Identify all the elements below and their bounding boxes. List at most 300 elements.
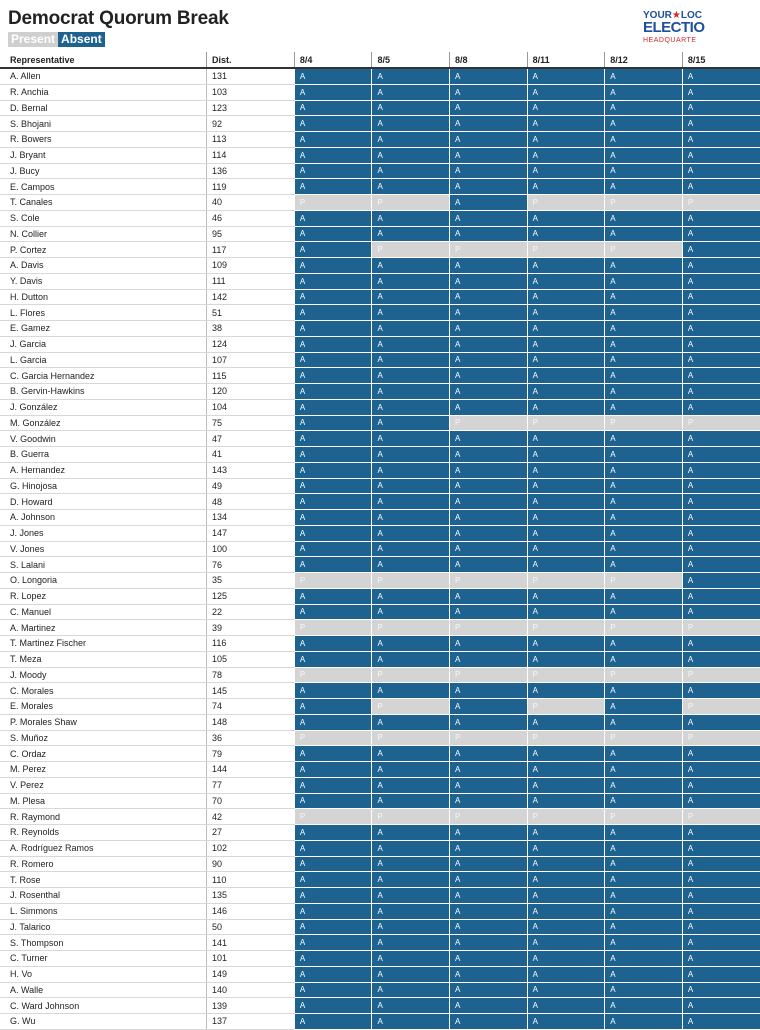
district-number: 141 [206,935,294,951]
absent-cell: A [605,699,683,715]
table-row [0,998,760,1014]
present-cell: P [450,809,528,825]
table-row [0,651,760,667]
table-row [0,557,760,573]
absent-cell: A [605,777,683,793]
present-cell: P [372,667,450,683]
logo-line-2: ELECTIO [643,19,705,36]
present-cell: P [605,242,683,258]
representative-name: L. Flores [0,305,206,321]
district-number: 149 [206,966,294,982]
absent-cell: A [682,888,760,904]
district-number: 142 [206,289,294,305]
absent-cell: A [294,210,372,226]
absent-cell: A [294,478,372,494]
table-row [0,462,760,478]
absent-cell: A [450,604,528,620]
representative-name: C. Morales [0,683,206,699]
representative-name: R. Raymond [0,809,206,825]
present-cell: P [294,730,372,746]
absent-cell: A [527,714,605,730]
absent-cell: A [372,888,450,904]
present-cell: P [605,573,683,589]
absent-cell: A [527,226,605,242]
absent-cell: A [294,951,372,967]
table-row [0,163,760,179]
absent-cell: A [372,321,450,337]
district-number: 113 [206,132,294,148]
table-row [0,888,760,904]
absent-cell: A [605,793,683,809]
star-icon: ★ [671,10,681,21]
absent-cell: A [450,636,528,652]
representative-name: T. Meza [0,651,206,667]
absent-cell: A [450,872,528,888]
absent-cell: A [450,777,528,793]
absent-cell: A [682,683,760,699]
absent-cell: A [527,179,605,195]
absent-cell: A [527,210,605,226]
absent-cell: A [294,982,372,998]
absent-cell: A [450,147,528,163]
absent-cell: A [372,998,450,1014]
absent-cell: A [527,966,605,982]
absent-cell: A [682,903,760,919]
absent-cell: A [527,510,605,526]
absent-cell: A [372,541,450,557]
district-number: 77 [206,777,294,793]
table-row [0,588,760,604]
absent-cell: A [450,966,528,982]
absent-cell: A [527,100,605,116]
district-number: 101 [206,951,294,967]
absent-cell: A [294,384,372,400]
present-cell: P [294,620,372,636]
absent-cell: A [450,982,528,998]
absent-cell: A [294,132,372,148]
absent-cell: A [294,746,372,762]
election-headquarters-logo [643,10,713,46]
absent-cell: A [450,888,528,904]
present-cell: P [294,573,372,589]
table-row [0,604,760,620]
representative-name: A. Allen [0,68,206,84]
absent-cell: A [294,399,372,415]
representative-name: J. Jones [0,525,206,541]
district-number: 117 [206,242,294,258]
table-row [0,352,760,368]
representative-name: C. Garcia Hernandez [0,368,206,384]
absent-cell: A [605,636,683,652]
absent-cell: A [527,982,605,998]
district-number: 100 [206,541,294,557]
table-row [0,478,760,494]
absent-cell: A [682,305,760,321]
absent-cell: A [682,258,760,274]
district-number: 78 [206,667,294,683]
absent-cell: A [682,321,760,337]
absent-cell: A [294,226,372,242]
absent-cell: A [372,825,450,841]
representative-name: O. Longoria [0,573,206,589]
absent-cell: A [450,683,528,699]
absent-cell: A [527,793,605,809]
absent-cell: A [605,478,683,494]
absent-cell: A [450,919,528,935]
present-cell: P [682,699,760,715]
absent-cell: A [450,998,528,1014]
absent-cell: A [605,384,683,400]
representative-name: M. González [0,415,206,431]
district-number: 49 [206,478,294,494]
absent-cell: A [682,84,760,100]
absent-cell: A [450,336,528,352]
absent-cell: A [372,1014,450,1030]
representative-name: E. Gamez [0,321,206,337]
absent-cell: A [682,273,760,289]
representative-name: D. Howard [0,494,206,510]
absent-cell: A [605,147,683,163]
district-number: 41 [206,447,294,463]
table-row [0,620,760,636]
absent-cell: A [527,651,605,667]
representative-name: S. Cole [0,210,206,226]
present-cell: P [527,195,605,211]
district-number: 22 [206,604,294,620]
absent-cell: A [682,1014,760,1030]
absent-cell: A [450,258,528,274]
table-row [0,132,760,148]
absent-cell: A [294,903,372,919]
absent-cell: A [605,68,683,84]
absent-cell: A [682,541,760,557]
absent-cell: A [372,478,450,494]
district-number: 92 [206,116,294,132]
district-number: 75 [206,415,294,431]
absent-cell: A [294,840,372,856]
absent-cell: A [605,888,683,904]
absent-cell: A [682,368,760,384]
absent-cell: A [605,431,683,447]
present-cell: P [605,809,683,825]
table-row [0,714,760,730]
district-number: 111 [206,273,294,289]
absent-cell: A [294,368,372,384]
district-number: 135 [206,888,294,904]
representative-name: S. Bhojani [0,116,206,132]
absent-cell: A [527,636,605,652]
absent-cell: A [450,289,528,305]
absent-cell: A [450,116,528,132]
absent-cell: A [527,273,605,289]
table-row [0,951,760,967]
absent-cell: A [527,604,605,620]
table-row [0,289,760,305]
absent-cell: A [450,935,528,951]
table-row [0,856,760,872]
absent-cell: A [294,494,372,510]
table-row [0,1014,760,1030]
absent-cell: A [294,825,372,841]
absent-cell: A [294,699,372,715]
district-number: 148 [206,714,294,730]
absent-cell: A [372,966,450,982]
absent-cell: A [527,462,605,478]
absent-cell: A [450,746,528,762]
absent-cell: A [682,494,760,510]
absent-cell: A [450,951,528,967]
absent-cell: A [605,557,683,573]
representative-name: E. Morales [0,699,206,715]
absent-cell: A [450,163,528,179]
absent-cell: A [605,604,683,620]
representative-name: R. Anchia [0,84,206,100]
absent-cell: A [527,541,605,557]
representative-name: D. Bernal [0,100,206,116]
representative-name: A. Johnson [0,510,206,526]
district-number: 125 [206,588,294,604]
absent-cell: A [682,998,760,1014]
representative-name: T. Rose [0,872,206,888]
absent-cell: A [294,541,372,557]
absent-cell: A [605,903,683,919]
absent-cell: A [605,179,683,195]
present-cell: P [527,620,605,636]
absent-cell: A [294,588,372,604]
absent-cell: A [450,494,528,510]
table-row [0,730,760,746]
absent-cell: A [682,636,760,652]
absent-cell: A [294,431,372,447]
absent-cell: A [682,604,760,620]
absent-cell: A [450,478,528,494]
district-number: 47 [206,431,294,447]
representative-name: Y. Davis [0,273,206,289]
district-number: 116 [206,636,294,652]
table-row [0,242,760,258]
legend-present: Present [8,32,58,47]
district-number: 50 [206,919,294,935]
absent-cell: A [294,147,372,163]
absent-cell: A [372,179,450,195]
present-cell: P [682,415,760,431]
absent-cell: A [372,588,450,604]
absent-cell: A [372,100,450,116]
absent-cell: A [682,840,760,856]
table-row [0,116,760,132]
absent-cell: A [372,210,450,226]
district-number: 79 [206,746,294,762]
absent-cell: A [294,336,372,352]
table-row [0,872,760,888]
attendance-table [0,52,760,1030]
absent-cell: A [682,793,760,809]
absent-cell: A [682,746,760,762]
absent-cell: A [605,919,683,935]
absent-cell: A [294,793,372,809]
absent-cell: A [682,179,760,195]
representative-name: E. Campos [0,179,206,195]
absent-cell: A [294,242,372,258]
absent-cell: A [682,336,760,352]
district-number: 119 [206,179,294,195]
absent-cell: A [372,132,450,148]
representative-name: R. Romero [0,856,206,872]
absent-cell: A [682,856,760,872]
absent-cell: A [605,163,683,179]
absent-cell: A [294,525,372,541]
present-cell: P [450,730,528,746]
attendance-table-container [0,52,706,1027]
absent-cell: A [527,856,605,872]
absent-cell: A [527,447,605,463]
representative-name: B. Gervin-Hawkins [0,384,206,400]
absent-cell: A [527,336,605,352]
absent-cell: A [527,683,605,699]
column-header-representative: Representative [0,52,206,68]
absent-cell: A [605,462,683,478]
absent-cell: A [372,557,450,573]
legend-absent: Absent [58,32,105,47]
district-number: 123 [206,100,294,116]
absent-cell: A [372,510,450,526]
absent-cell: A [682,399,760,415]
representative-name: J. Garcia [0,336,206,352]
absent-cell: A [450,651,528,667]
absent-cell: A [372,793,450,809]
absent-cell: A [682,147,760,163]
absent-cell: A [605,683,683,699]
absent-cell: A [372,68,450,84]
absent-cell: A [294,919,372,935]
absent-cell: A [450,100,528,116]
present-cell: P [527,573,605,589]
absent-cell: A [605,525,683,541]
absent-cell: A [605,399,683,415]
absent-cell: A [682,462,760,478]
absent-cell: A [527,746,605,762]
absent-cell: A [450,352,528,368]
absent-cell: A [294,998,372,1014]
present-cell: P [527,242,605,258]
representative-name: H. Vo [0,966,206,982]
absent-cell: A [527,321,605,337]
absent-cell: A [450,840,528,856]
absent-cell: A [450,462,528,478]
absent-cell: A [527,116,605,132]
absent-cell: A [682,242,760,258]
district-number: 46 [206,210,294,226]
table-row [0,494,760,510]
absent-cell: A [605,368,683,384]
representative-name: M. Plesa [0,793,206,809]
table-row [0,510,760,526]
absent-cell: A [605,541,683,557]
district-number: 35 [206,573,294,589]
district-number: 131 [206,68,294,84]
table-row [0,777,760,793]
absent-cell: A [682,762,760,778]
absent-cell: A [527,557,605,573]
absent-cell: A [450,447,528,463]
absent-cell: A [605,872,683,888]
absent-cell: A [527,951,605,967]
absent-cell: A [605,116,683,132]
district-number: 103 [206,84,294,100]
district-number: 51 [206,305,294,321]
absent-cell: A [605,273,683,289]
absent-cell: A [294,258,372,274]
absent-cell: A [450,856,528,872]
district-number: 36 [206,730,294,746]
absent-cell: A [682,651,760,667]
absent-cell: A [605,935,683,951]
absent-cell: A [294,604,372,620]
absent-cell: A [372,305,450,321]
absent-cell: A [372,226,450,242]
district-number: 102 [206,840,294,856]
absent-cell: A [527,132,605,148]
present-cell: P [527,809,605,825]
logo-line-3: HEADQUARTE [643,37,697,44]
absent-cell: A [450,368,528,384]
representative-name: V. Jones [0,541,206,557]
representative-name: P. Cortez [0,242,206,258]
absent-cell: A [372,384,450,400]
table-row [0,840,760,856]
absent-cell: A [605,336,683,352]
district-number: 136 [206,163,294,179]
representative-name: J. Rosenthal [0,888,206,904]
absent-cell: A [450,210,528,226]
absent-cell: A [450,541,528,557]
district-number: 70 [206,793,294,809]
absent-cell: A [605,226,683,242]
absent-cell: A [682,478,760,494]
district-number: 115 [206,368,294,384]
absent-cell: A [294,68,372,84]
absent-cell: A [605,856,683,872]
absent-cell: A [372,415,450,431]
absent-cell: A [450,525,528,541]
representative-name: A. Hernandez [0,462,206,478]
absent-cell: A [605,447,683,463]
representative-name: C. Ward Johnson [0,998,206,1014]
absent-cell: A [372,872,450,888]
absent-cell: A [682,431,760,447]
district-number: 114 [206,147,294,163]
district-number: 42 [206,809,294,825]
representative-name: J. Moody [0,667,206,683]
table-row [0,903,760,919]
district-number: 109 [206,258,294,274]
absent-cell: A [527,525,605,541]
district-number: 143 [206,462,294,478]
table-row [0,195,760,211]
present-cell: P [294,195,372,211]
table-row [0,84,760,100]
present-cell: P [372,809,450,825]
present-cell: P [372,242,450,258]
absent-cell: A [682,557,760,573]
absent-cell: A [682,982,760,998]
absent-cell: A [372,116,450,132]
present-cell: P [605,730,683,746]
absent-cell: A [527,289,605,305]
representative-name: R. Bowers [0,132,206,148]
absent-cell: A [450,399,528,415]
present-cell: P [450,573,528,589]
